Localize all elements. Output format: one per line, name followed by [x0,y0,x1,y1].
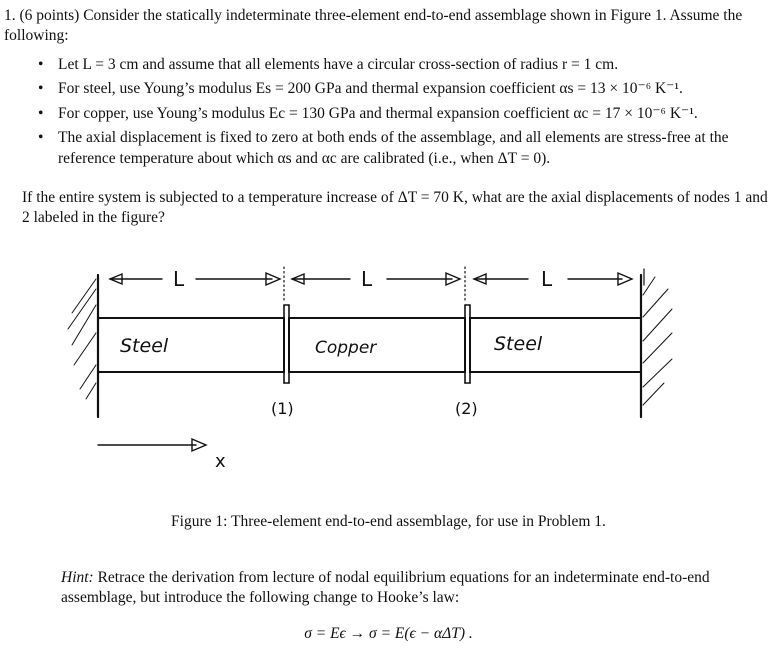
dimension-label-3: L [541,267,553,291]
axis-label-x: x [215,451,226,472]
dimension-label-1: L [173,267,185,291]
problem-number: 1. [4,7,16,24]
problem-statement [4,6,770,47]
hint-text: Retrace the derivation from lecture of nodal equilibrium equations for an indeterminate end-to-end assemblage, but introduce the following change to Hooke’s law: [61,569,710,607]
list-item: • For steel, use Young’s modulus Es = 200 GPa and thermal expansion coefficient αs = 13 × 10⁻⁶ K⁻¹. [38,79,768,99]
bullet-icon: • [38,56,44,73]
element-label-copper: Copper [315,338,377,358]
node-2-connector [465,305,470,383]
hooke-equation: σ = Eϵ → σ = E(ϵ − αΔT) . [304,625,473,642]
figure-caption: Figure 1: Three-element end-to-end assemblage, for use in Problem 1. [171,513,606,530]
bullet-icon: • [38,129,44,147]
assumption-list [38,55,768,173]
left-wall-hatching [68,279,96,399]
bullet-icon: • [38,80,44,98]
dimension-guides [284,267,465,303]
dimension-label-2: L [361,267,373,291]
hint-label: Hint: [61,569,94,586]
element-label-steel-right: Steel [494,333,543,355]
hint-block [61,568,769,609]
right-wall-hatching [643,277,672,405]
question-text: If the entire system is subjected to a temperature increase of ΔT = 70 K, what are the axial displacements of nodes 1 and 2 labeled in the figure? [22,189,768,227]
node-label-2: (2) [455,399,478,418]
x-axis-arrow [98,439,206,451]
bullet-icon: • [38,104,44,122]
list-item: • The axial displacement is fixed to zero at both ends of the assemblage, and all elements are stress-free at the reference temperature about which αs and αc are calibrated (i.e., when ΔT = 0). [38,129,729,167]
problem-points: (6 points) [19,7,80,24]
node-1-connector [284,305,289,383]
problem-intro: Consider the statically indeterminate three-element end-to-end assemblage shown in Figure 1. Assume the following: [4,7,743,45]
list-item: • For copper, use Young’s modulus Ec = 130 GPa and thermal expansion coefficient αc = 17 × 10⁻⁶ K⁻¹. [38,104,768,124]
element-label-steel-left: Steel [120,335,169,357]
node-label-1: (1) [271,399,294,418]
assemblage-figure [0,255,777,505]
list-item: • Let L = 3 cm and assume that all elements have a circular cross-section of radius r = 1 cm. [38,55,768,75]
